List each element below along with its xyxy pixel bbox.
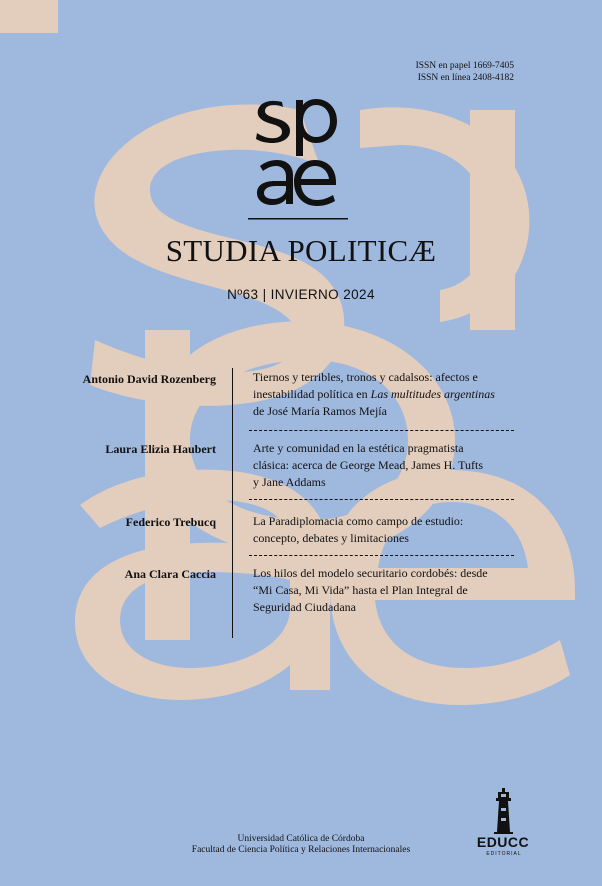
dotted-separator bbox=[249, 499, 514, 500]
issn-print: ISSN en papel 1669-7405 bbox=[415, 61, 514, 71]
article-title: Arte y comunidad en la estética pragmatista clásica: acerca de George Mead, James H. Tufts y Jane Addams bbox=[253, 441, 484, 489]
article-author: Antonio David Rozenberg bbox=[82, 372, 216, 386]
issn-block bbox=[416, 60, 514, 84]
university-name: Universidad Católica de Córdoba bbox=[237, 834, 365, 844]
dotted-separator bbox=[249, 555, 514, 556]
issn-online: ISSN en línea 2408-4182 bbox=[417, 73, 514, 83]
article-title: La Paradiplomacia como campo de estudio: concepto, debates y limitaciones bbox=[253, 514, 464, 545]
article-author: Ana Clara Caccia bbox=[124, 567, 216, 581]
article-title: Tiernos y terribles, tronos y cadalsos: afectos e inestabilidad política en Las multitudes argentinas de José María Ramos Mejía bbox=[253, 370, 495, 418]
publisher-name: EDUCC bbox=[476, 834, 530, 850]
article-title: Los hilos del modelo securitario cordobés: desde “Mi Casa, Mi Vida” hasta el Plan Integral de Seguridad Ciudadana bbox=[253, 566, 488, 614]
issue-info: Nº63 | INVIERNO 2024 bbox=[227, 287, 375, 302]
journal-title: STUDIA POLITICÆ bbox=[165, 233, 437, 268]
journal-logo bbox=[248, 96, 348, 221]
article-author: Laura Elizia Haubert bbox=[105, 442, 216, 456]
column-divider bbox=[232, 368, 233, 638]
dotted-separator bbox=[249, 430, 514, 431]
publisher-sub: EDITORIAL bbox=[486, 851, 522, 857]
faculty-name: Facultad de Ciencia Política y Relaciones Internacionales bbox=[191, 845, 411, 855]
article-author: Federico Trebucq bbox=[125, 515, 216, 529]
